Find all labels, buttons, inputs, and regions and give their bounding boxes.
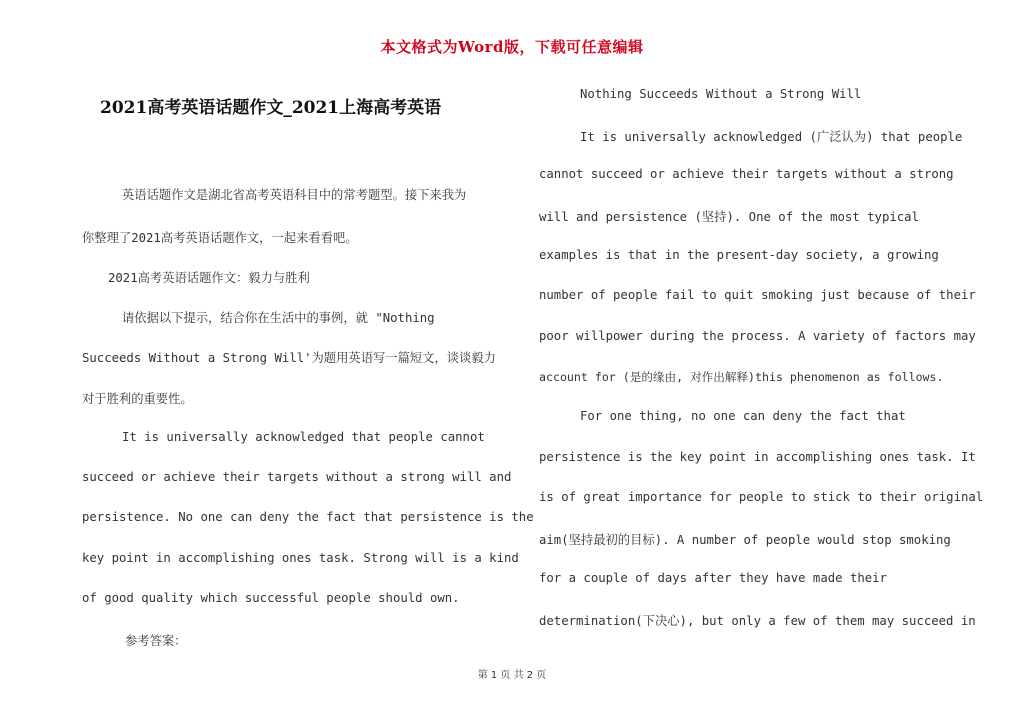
paragraph-line: It is universally acknowledged (广泛认为) that people [580, 130, 963, 144]
reference-answer-label: 参考答案： [125, 634, 187, 648]
document-title: 2021高考英语话题作文_2021上海高考英语 [100, 98, 442, 118]
paragraph-line: persistence. No one can deny the fact that persistence is the [82, 510, 534, 524]
paragraph-line: cannot succeed or achieve their targets without a strong [539, 167, 954, 181]
subheading: 2021高考英语话题作文：毅力与胜利 [108, 271, 310, 285]
page-number: 第 1 页 共 2 页 [477, 670, 547, 681]
essay-title: Nothing Succeeds Without a Strong Will [580, 87, 862, 101]
paragraph-line: examples is that in the present-day society, a growing [539, 248, 939, 262]
paragraph-line: It is universally acknowledged that people cannot [122, 430, 485, 444]
paragraph-line: persistence is the key point in accomplishing ones task. It [539, 450, 976, 464]
paragraph-line: Succeeds Without a Strong Will'为题用英语写一篇短文，谈谈毅力 [82, 351, 496, 365]
paragraph-line: 英语话题作文是湖北省高考英语科目中的常考题型。接下来我为 [122, 188, 467, 202]
paragraph-line: determination(下决心), but only a few of them may succeed in [539, 614, 976, 628]
paragraph-line: 对于胜利的重要性。 [82, 392, 193, 406]
paragraph-line: is of great importance for people to stick to their original [539, 490, 984, 504]
paragraph-line: aim(坚持最初的目标). A number of people would stop smoking [539, 533, 951, 547]
paragraph-line: 请依据以下提示，结合你在生活中的事例，就 "Nothing [122, 311, 435, 325]
paragraph-line: key point in accomplishing ones task. Strong will is a kind [82, 551, 519, 565]
paragraph-line: will and persistence (坚持). One of the most typical [539, 210, 919, 224]
paragraph-line: For one thing, no one can deny the fact that [580, 409, 906, 423]
paragraph-line: 你整理了2021高考英语话题作文，一起来看看吧。 [82, 231, 358, 245]
paragraph-line: account for (是的缘由, 对作出解释)this phenomenon as follows. [539, 370, 944, 384]
paragraph-line: of good quality which successful people should own. [82, 591, 460, 605]
paragraph-line: poor willpower during the process. A variety of factors may [539, 329, 976, 343]
paragraph-line: succeed or achieve their targets without a strong will and [82, 470, 512, 484]
paragraph-line: number of people fail to quit smoking just because of their [539, 288, 976, 302]
paragraph-line: for a couple of days after they have made their [539, 571, 887, 585]
watermark-banner: 本文格式为Word版，下载可任意编辑 [380, 38, 644, 56]
